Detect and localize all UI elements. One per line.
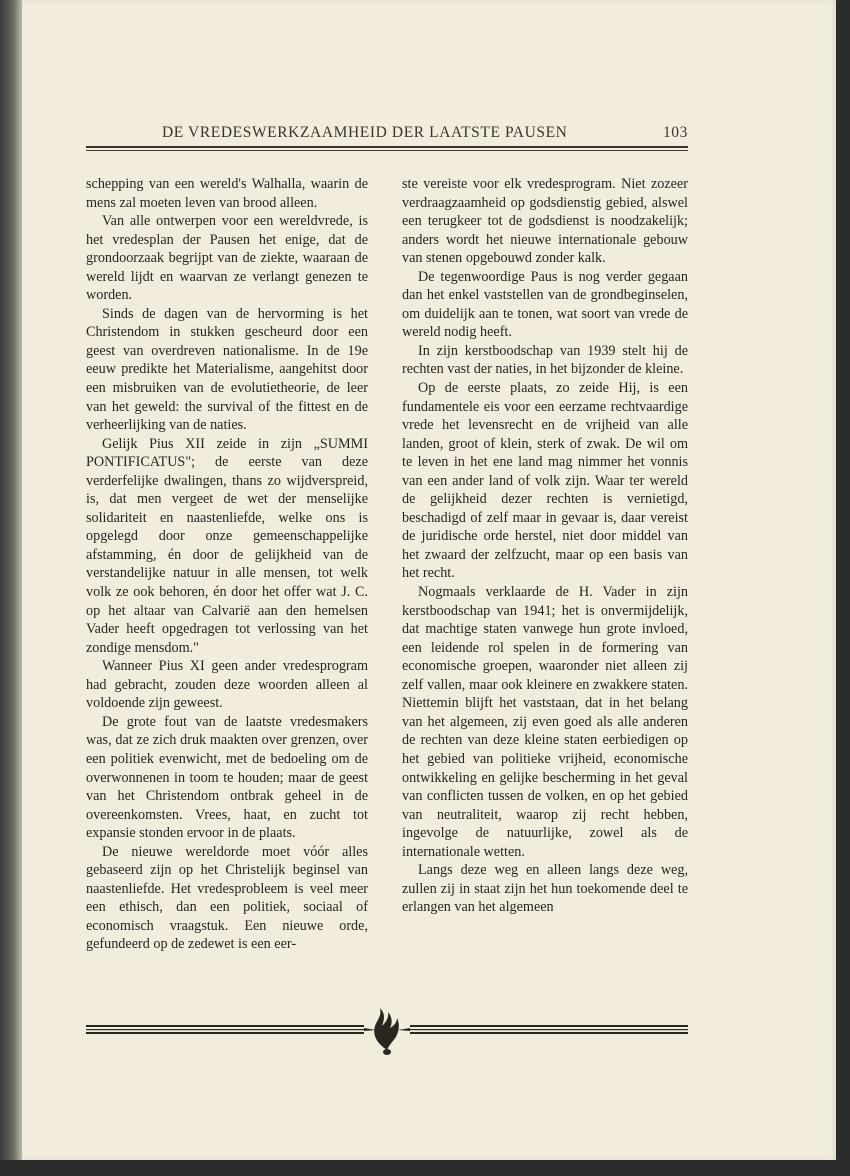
paragraph: Wanneer Pius XI geen ander vredesprogram had gebracht, zouden deze woorden alleen al voldoende zijn geweest. (86, 658, 368, 712)
scan-background-bottom (0, 1160, 850, 1176)
paragraph: Op de eerste plaats, zo zeide Hij, is een fundamentele eis voor een eerzame rechtvaardige vrede het levensrecht en de vrijheid van alle landen, groot of klein, sterk of zwak. De wil om te leven in het ene land mag nimmer het vonnis van een ander land of volk zijn. Waar ter wereld de gelijkheid dezer rechten is vernietigd, beschadigd of zelf maar in gevaar is, daar vereist de juridische orde herstel, niet door middel van het zwaard der zelfzucht, maar op een basis van het recht. (402, 380, 688, 582)
paragraph: De tegenwoordige Paus is nog verder gegaan dan het enkel vaststellen van de grondbeginselen, om duidelijk aan te tonen, wat soort van vrede de wereld nodig heeft. (402, 268, 688, 341)
running-title: DE VREDESWERKZAAMHEID DER LAATSTE PAUSEN (162, 124, 568, 141)
ornament-rule-left (86, 1025, 364, 1034)
paragraph: Gelijk Pius XII zeide in zijn „SUMMI PONTIFICATUS"; de eerste van deze verderfelijke dwalingen, thans zo wijdverspreid, is, dat men vergeet de wet der menselijke solidariteit en naastenliefde, welke ons is opgelegd door onze gemeenschappelijke afstamming, én door de gelijkheid van de verstandelijke natuur in alle mensen, tot welk volk ze ook behoren, én door het offer wat J. C. op het altaar van Calvarië aan den hemelsen Vader heeft opgedragen tot verlossing van het zondige mensdom." (86, 435, 368, 656)
flame-icon (364, 1008, 410, 1055)
page-number: 103 (662, 124, 688, 141)
paragraph: De nieuwe wereldorde moet vóór alles gebaseerd zijn op het Christelijk beginsel van naastenliefde. Het vredesprobleem is veel meer een ethisch, dan een politiek, sociaal of economisch vraagstuk. Een nieuwe orde, gefundeerd op de zedewet is een eer- (86, 843, 368, 953)
header-rule-thin (86, 150, 688, 151)
paragraph: Nogmaals verklaarde de H. Vader in zijn kerstboodschap van 1941; het is onvermijdelijk, dat machtige staten vanwege hun grote invloed, een leidende rol spelen in de formering van economische groepen, waaronder niet alleen zij zelf vallen, maar ook kleinere en zwakkere staten. Niettemin blijft het vaststaan, dat in het belang van het algemeen, zij even goed als alle anderen de rechten van deze kleine staten eerbiedigen op het gebied van politieke vrijheid, economische ontwikkeling en gelijke bescherming in het geval van conflicten tussen de volken, en op het gebied van neutraliteit, waarop zij recht hebben, ingevolge de natuurlijke, zowel als de internationale wetten. (402, 584, 688, 860)
right-text-column (402, 175, 688, 917)
paragraph: De grote fout van de laatste vredesmakers was, dat ze zich druk maakten over grenzen, over een politiek evenwicht, met de bedoeling om de overwonnenen in toom te houden; maar de geest van het Christendom ontbrak geheel in de overeenkomsten. Vrees, haat, en zucht tot expansie stonden ervoor in de plaats. (86, 713, 368, 842)
ornament-rule-right (410, 1025, 688, 1034)
book-binding-edge (0, 0, 22, 1176)
scan-background-right (836, 0, 850, 1176)
paragraph: schepping van een wereld's Walhalla, waarin de mens zal moeten leven van brood alleen. (86, 176, 368, 211)
paragraph: Langs deze weg en alleen langs deze weg, zullen zij in staat zijn het hun toekomende deel te erlangen van het algemeen (402, 862, 688, 916)
running-header (86, 124, 688, 144)
flame-ornament-divider (86, 1000, 688, 1060)
paragraph: In zijn kerstboodschap van 1939 stelt hij de rechten vast der naties, in het bijzonder de kleine. (402, 342, 688, 378)
left-text-column (86, 175, 368, 954)
paragraph: ste vereiste voor elk vredesprogram. Niet zozeer verdraagzaamheid op godsdienstig gebied, alswel een terugkeer tot de godsdienst is noodzakelijk; anders wordt het nieuwe internationale gebouw van stenen opgebouwd zonder kalk. (402, 176, 688, 267)
paragraph: Sinds de dagen van de hervorming is het Christendom in stukken gescheurd door een geest van overdreven nationalisme. In de 19e eeuw predikte het Materialisme, aangehitst door een misbruiken van de evolutietheorie, de leer van het geweld: the survival of the fittest en de verheerlijking van de naties. (86, 305, 368, 434)
paragraph: Van alle ontwerpen voor een wereldvrede, is het vredesplan der Pausen het enige, dat de grondoorzaak begrijpt van de ziekte, waaraan de wereld lijdt en waarvan ze verlangt genezen te worden. (86, 213, 368, 304)
header-rule-thick (86, 146, 688, 148)
